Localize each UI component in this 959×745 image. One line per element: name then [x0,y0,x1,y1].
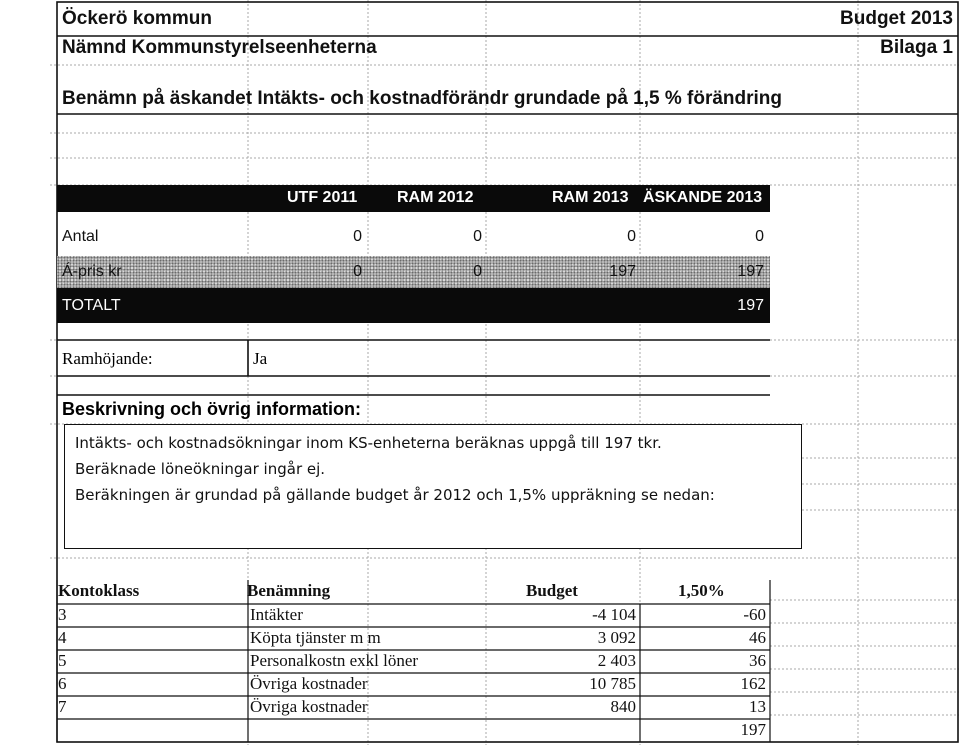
ramhojande-label: Ramhöjande: [62,349,153,368]
table-row-kontoklass: 3 [58,605,67,624]
table-row-kontoklass: 4 [58,628,67,647]
header-budget: Budget [526,581,578,600]
ramhojande-value: Ja [253,349,268,368]
col-utf-2011: UTF 2011 [287,189,358,206]
table-row-benamning: Köpta tjänster m m [250,628,381,647]
table-row-percent: 162 [740,674,766,693]
table-row-budget: 2 403 [597,651,636,670]
table-row-percent: 46 [749,628,766,647]
row-label-antal: Antal [62,228,99,245]
row-label-apris: Á-pris kr [62,263,122,280]
table-row-kontoklass: 5 [58,651,67,670]
table-row-benamning: Övriga kostnader [250,674,368,693]
description-line-2: Beräknade löneökningar ingår ej. [75,460,326,478]
apris-askande-2013: 197 [737,263,764,280]
apris-utf-2011: 0 [353,263,362,280]
table-row-budget: -4 104 [592,605,636,624]
table-row-benamning: Personalkostn exkl löner [250,651,419,670]
budget-year: Budget 2013 [840,8,953,29]
org-name: Öckerö kommun [62,8,212,29]
apris-ram-2012: 0 [473,263,482,280]
board-name: Nämnd Kommunstyrelseenheterna [62,37,377,58]
header-percent: 1,50% [678,581,725,600]
table-row-budget: 10 785 [589,674,636,693]
table-row-kontoklass: 7 [58,697,67,716]
col-ram-2013: RAM 2013 [552,189,629,206]
table-row-percent: -60 [743,605,766,624]
table-row-budget: 3 092 [597,628,636,647]
header-kontoklass: Kontoklass [58,581,140,600]
antal-utf-2011: 0 [353,228,362,245]
description-line-1: Intäkts- och kostnadsökningar inom KS-enheterna beräknas uppgå till 197 tkr. [75,434,662,452]
table-row-percent: 13 [749,697,766,716]
antal-askande-2013: 0 [755,228,764,245]
description-heading: Beskrivning och övrig information: [62,399,362,419]
col-ram-2012: RAM 2012 [397,189,474,206]
table-row-budget: 840 [610,697,636,716]
table-row-kontoklass: 6 [58,674,67,693]
table-row-percent: 36 [749,651,766,670]
apris-row-shading [57,256,770,288]
description-line-3: Beräkningen är grundad på gällande budget år 2012 och 1,5% uppräkning se nedan: [75,486,715,504]
header-benamning: Benämning [247,581,331,600]
total-band [57,288,770,323]
col-askande-2013: ÄSKANDE 2013 [643,189,763,206]
antal-ram-2013: 0 [627,228,636,245]
appendix-label: Bilaga 1 [880,37,953,58]
table-row-benamning: Intäkter [250,605,303,624]
antal-ram-2012: 0 [473,228,482,245]
table-row-benamning: Övriga kostnader [250,697,368,716]
total-label: TOTALT [62,297,121,314]
proposal-title: Benämn på äskandet Intäkts- och kostnadförändr grundade på 1,5 % förändring [62,88,783,109]
apris-ram-2013: 197 [609,263,636,280]
table-total: 197 [740,720,766,739]
total-value: 197 [737,297,764,314]
